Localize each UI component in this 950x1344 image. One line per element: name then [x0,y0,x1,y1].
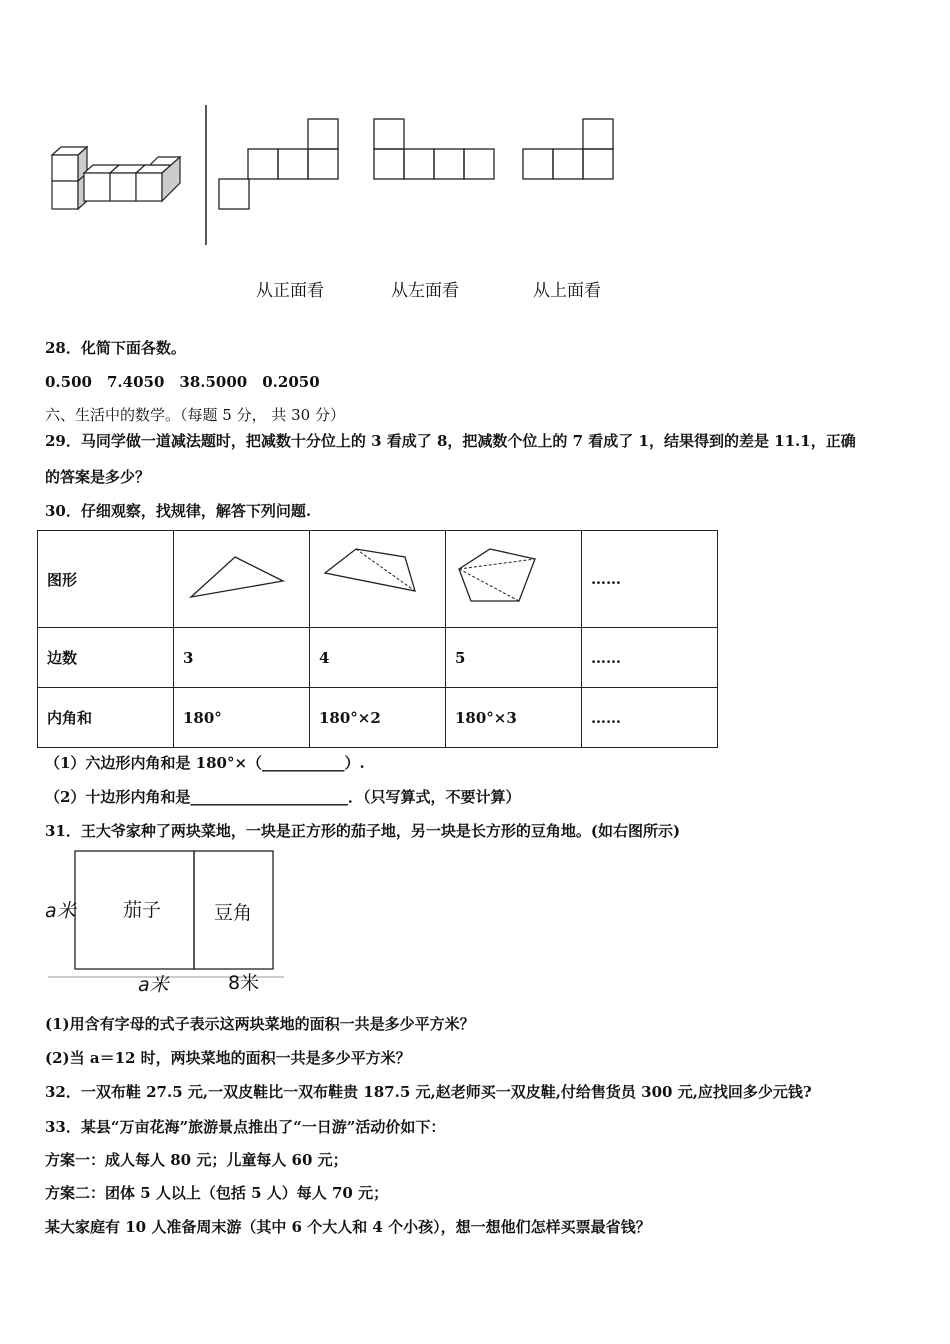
cube-solid-drawing [52,147,180,209]
plot-beans-label: 豆角 [214,902,253,924]
left-view-label: 从左面看 [391,281,459,301]
figure-ellipsis: …… [582,531,718,628]
q30-title: 30．仔细观察，找规律，解答下列问题. [45,502,312,520]
row-header-sides: 边数 [38,628,174,688]
table-row-sides [38,628,718,688]
q28-title: 28．化简下面各数。 [45,339,186,357]
q29-line1: 29．马同学做一道减法题时，把减数十分位上的 3 看成了 8，把减数个位上的 7 看成了 1，结果得到的差是 11.1，正确 [45,432,856,450]
quadrilateral-shape [319,547,429,607]
cube-views-figure [0,95,700,255]
sides-triangle: 3 [174,628,310,688]
q33-title: 33．某县“万亩花海”旅游景点推出了“一日游”活动价如下： [45,1118,446,1136]
front-view-grid [219,119,338,209]
q31-sub2: (2)当 a＝12 时，两块菜地的面积一共是多少平方米？ [45,1049,411,1067]
plot-eggplant-label: 茄子 [123,899,162,921]
sides-ellipsis: …… [582,628,718,688]
sides-quadrilateral: 4 [310,628,446,688]
q32-text: 32．一双布鞋 27.5 元,一双皮鞋比一双布鞋贵 187.5 元,赵老师买一双皮鞋,付给售货员 300 元,应找回多少元钱? [45,1083,812,1101]
quadrilateral-cell [310,531,446,628]
angle-sum-quadrilateral: 180°×2 [310,688,446,748]
pentagon-cell [446,531,582,628]
q30-sub1: （1）六边形内角和是 180°×（___________）. [45,754,365,772]
triangle-cell [174,531,310,628]
section-six-title: 六、生活中的数学。（每题 5 分， 共 30 分） [45,406,345,424]
width-length-label: 8米 [228,972,260,994]
row-header-angle-sum: 内角和 [38,688,174,748]
polygon-pattern-table [37,530,718,748]
q31-title: 31．王大爷家种了两块菜地，一块是正方形的茄子地，另一块是长方形的豆角地。(如右图所示) [45,822,681,840]
q33-plan1: 方案一：成人每人 80 元；儿童每人 60 元； [45,1151,348,1169]
table-row-figures [38,531,718,628]
q30-sub2: （2）十边形内角和是_____________________．（只写算式，不要计算） [45,788,521,806]
pentagon-shape [455,545,565,609]
q29-line2: 的答案是多少？ [45,468,151,486]
bottom-length-label: a米 [138,974,169,996]
q31-sub1: (1)用含有字母的式子表示这两块菜地的面积一共是多少平方米？ [45,1015,475,1033]
top-view-grid [523,119,613,179]
row-header-figure: 图形 [38,531,174,628]
table-row-angle-sum [38,688,718,748]
side-length-label: a米 [45,900,76,922]
top-view-label: 从上面看 [533,281,601,301]
left-view-grid [374,119,494,179]
front-view-label: 从正面看 [256,281,324,301]
q28-numbers: 0.500 7.4050 38.5000 0.2050 [45,373,320,391]
triangle-shape [183,547,293,607]
sides-pentagon: 5 [446,628,582,688]
angle-sum-pentagon: 180°×3 [446,688,582,748]
q33-plan2: 方案二：团体 5 人以上（包括 5 人）每人 70 元； [45,1184,389,1202]
q33-question: 某大家庭有 10 人准备周末游（其中 6 个大人和 4 个小孩），想一想他们怎样买票最省钱？ [45,1218,651,1236]
angle-sum-triangle: 180° [174,688,310,748]
angle-sum-ellipsis: …… [582,688,718,748]
